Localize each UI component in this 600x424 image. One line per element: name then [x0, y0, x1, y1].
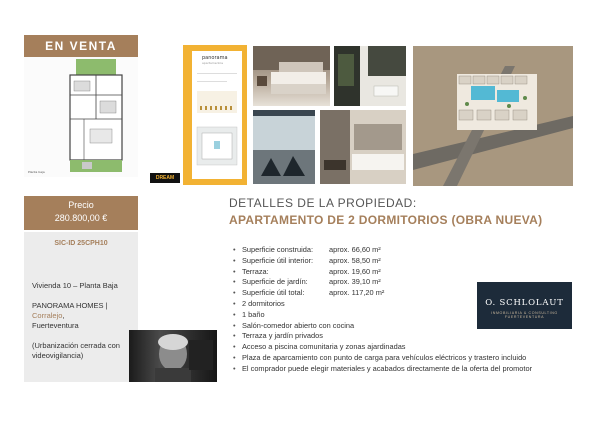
property-type-heading: APARTAMENTO DE 2 DORMITORIOS (OBRA NUEVA) — [229, 213, 543, 227]
agency-logo-tagline: INMOBILIARIA & CONSULTING FUERTEVENTURA — [491, 311, 558, 319]
note-line: (Urbanización cerrada con videovigilancia) — [32, 341, 120, 360]
feature-item: • El comprador puede elegir materiales y acabados directamente de la oferta del promotor — [233, 364, 578, 375]
location-comma: , — [62, 311, 65, 320]
brochure-graphics — [192, 51, 242, 179]
agent-portrait-photo — [129, 330, 217, 382]
developer-name: PANORAMA HOMES | — [32, 301, 108, 310]
brochure-title: panorama — [202, 55, 228, 61]
terrace-photo — [334, 46, 406, 106]
for-sale-banner: EN VENTA — [24, 35, 138, 57]
feature-item: • Superficie útil interior: aprox. 58,50 m² — [233, 256, 578, 267]
feature-item: • Acceso a piscina comunitaria y zonas ajardinadas — [233, 342, 578, 353]
floor-plan-caption: Planta baja — [28, 170, 45, 174]
feature-item: • Plaza de aparcamiento con punto de carga para vehículos eléctricos y trastero incluido — [233, 353, 578, 364]
price-box — [24, 196, 138, 230]
developer-line — [24, 291, 138, 321]
details-heading: DETALLES DE LA PROPIEDAD: — [229, 196, 417, 210]
property-info-box — [24, 232, 138, 382]
price-value: 280.800,00 € — [54, 213, 108, 223]
aerial-view-photo — [413, 46, 573, 186]
brochure-subtitle: apartamentos — [202, 61, 224, 65]
brochure-sheet — [192, 51, 242, 179]
feature-item: • 1 baño — [233, 310, 578, 321]
feature-item: • Terraza y jardín privados — [233, 331, 578, 342]
reference-id: SIC-ID 25CPH10 — [54, 240, 108, 247]
price-label: Precio — [68, 200, 94, 210]
feature-item: • Salón-comedor abierto con cocina — [233, 321, 578, 332]
feature-item: • Terraza: aprox. 19,60 m² — [233, 267, 578, 278]
agency-logo — [477, 282, 572, 329]
feature-item: • Superficie útil total: aprox. 117,20 m² — [233, 288, 578, 299]
brochure-tag: DREAM — [150, 173, 180, 183]
feature-item: • Superficie de jardín: aprox. 39,10 m² — [233, 277, 578, 288]
location-accent: Corralejo — [32, 311, 63, 320]
living-room-photo — [320, 110, 406, 184]
feature-item: • 2 dormitorios — [233, 299, 578, 310]
feature-item: • Superficie construida: aprox. 66,60 m² — [233, 245, 578, 256]
floor-plan-drawing — [24, 57, 138, 177]
vivienda-line: Vivienda 10 – Planta Baja — [32, 281, 118, 290]
gym-photo — [253, 110, 315, 184]
bedroom-photo — [253, 46, 330, 106]
agency-logo-name: O. SCHLOLAUT — [485, 298, 564, 308]
brochure-image — [183, 45, 247, 185]
island-line: Fuerteventura — [32, 321, 79, 330]
floor-plan-image — [24, 57, 138, 177]
